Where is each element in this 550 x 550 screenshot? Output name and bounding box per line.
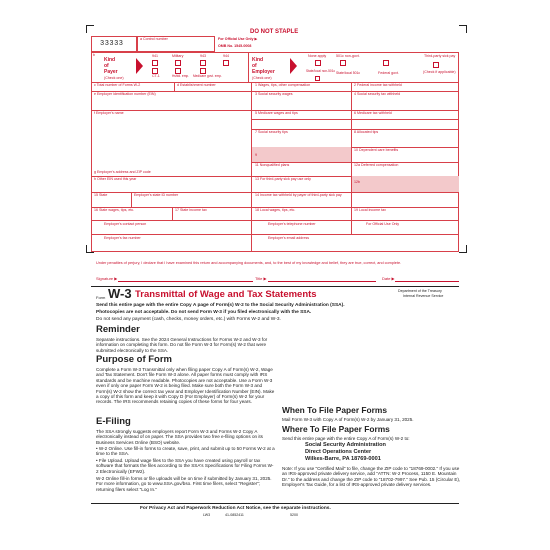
label-4: 4 Social security tax withheld (354, 92, 401, 96)
title-line[interactable] (268, 281, 376, 282)
col-line (248, 52, 249, 82)
kind-employer-arrow-icon (290, 58, 297, 74)
emp-501c-checkbox[interactable] (340, 60, 346, 66)
payer-opt-941: 941 (152, 54, 158, 58)
label-c: c Total number of Forms W-2 (94, 83, 141, 87)
label-15: 15 State (94, 193, 108, 197)
label-16: 16 State wages, tips, etc. (94, 208, 135, 212)
third-party-note: (Check if applicable) (423, 70, 456, 74)
row-line (91, 234, 459, 235)
row-line (251, 119, 459, 120)
when-text: Mail Form W-3 with Copy A of Form(s) W-2 by January 31, 2025. (282, 417, 414, 422)
do-not-staple: DO NOT STAPLE (250, 29, 299, 35)
payer-opt-ct1: CT-1 (152, 74, 160, 78)
omb-number: OMB No. 1545-0008 (218, 44, 252, 48)
divider (91, 286, 459, 287)
col-line (351, 176, 352, 192)
kind-payer-title-1: Kind (104, 57, 116, 63)
label-18: 18 Local wages, tips, etc. (255, 208, 296, 212)
label-d: d Establishment number (177, 83, 216, 87)
emp-statelocal-checkbox[interactable] (315, 76, 320, 81)
reminder-text: Separate instructions. See the 2024 General Instructions for Forms W-2 and W-3 for information on completing this form. Do not file Form W-3 for Form(s) W-2 that were submitted electronically to the SSA. (96, 337, 268, 353)
kind-employer-title-2: of (252, 63, 257, 69)
label-17: 17 State income tax (175, 208, 207, 212)
efiling-text-3: • File Upload. Upload wage files to the SSA you have created using payroll or tax software that formats the files according to the SSA's Specifications for Filing Forms W-2 Electronically (EFW2). (96, 458, 274, 474)
emp-opt-federal: Federal govt. (378, 71, 399, 75)
label-2: 2 Federal income tax withheld (354, 83, 402, 87)
label-11: 11 Nonqualified plans (255, 163, 290, 167)
crop-mark-top-right (459, 25, 467, 33)
payer-military-checkbox[interactable] (175, 60, 181, 66)
label-15b: Employer's state ID number (134, 193, 179, 197)
label-e: e Employer identification number (EIN) (94, 92, 156, 96)
col-line (251, 82, 252, 252)
kind-employer-check: (Check one) (252, 76, 272, 80)
label-3: 3 Social security wages (255, 92, 293, 96)
employer-address-field[interactable] (92, 119, 250, 169)
where-text: Send this entire page with the entire Copy A of Form(s) W-2 to: (282, 436, 410, 441)
col-line (174, 82, 175, 91)
emp-none-checkbox[interactable] (315, 60, 321, 66)
label-7: 7 Social security tips (255, 130, 288, 134)
label-8: 8 Allocated tips (354, 130, 379, 134)
emp-opt-statelocal: State/local non-501c (306, 69, 336, 73)
official-use-label: For Official Use Only ▶ (218, 37, 258, 41)
label-contact: Employer's contact person (104, 222, 147, 226)
footer-divider (91, 503, 459, 504)
kind-payer-title-2: of (104, 63, 109, 69)
title-label: Title ▶ (255, 276, 267, 281)
crop-mark-top-left (86, 25, 94, 33)
purpose-text: Complete a Form W-3 Transmittal only when filing paper Copy A of Form(s) W-2, Wage and Tax Statement. Don't file Form W-3 alone. All paper forms must comply with IRS standards and be machine readable. Photocopies are not acceptable. Use a Form W-3 even if only one paper Form W-2 is being filed. Make sure both the Form W-3 and Form(s) W-2 show the correct tax year and Employer Identification Number (EIN). Make a copy of this form and keep it with Copy D (For Employer) of Form(s) W-2 for your records. The IRS recommends retaining copies of these forms for four years. (96, 367, 275, 405)
form-word: Form (96, 295, 106, 300)
label-14: 14 Income tax withheld by payer of third-party sick pay (255, 193, 342, 197)
col-line (172, 207, 173, 220)
third-party-label: Third-party sick pay (424, 54, 456, 58)
signature-line[interactable] (118, 281, 253, 282)
reminder-heading: Reminder (96, 324, 140, 335)
efiling-text-4: W-2 Online fill-in forms or file uploads will be on time if submitted by January 31, 2025. For more information, go to www.SSA.gov/bso. First time filers, select "Register"; returning filers select "Log In." (96, 476, 272, 492)
label-f: f Employer's name (94, 111, 124, 115)
kind-payer-check: (Check one) (104, 76, 124, 80)
label-1: 1 Wages, tips, other compensation (255, 83, 311, 87)
date-label: Date ▶ (382, 276, 395, 281)
payer-944-checkbox[interactable] (223, 60, 229, 66)
col-line (351, 82, 352, 234)
date-line[interactable] (395, 281, 459, 282)
intro-line-2: Photocopies are not acceptable. Do not send Form W-3 if you filed electronically with the SSA. (96, 310, 312, 315)
where-addr-3: Wilkes-Barre, PA 18769-0001 (305, 456, 381, 462)
control-number-label: a Control number (140, 37, 168, 41)
emp-federal-checkbox[interactable] (383, 60, 389, 66)
emp-opt-statelocal-501c: State/local 501c (336, 71, 361, 75)
where-addr-1: Social Security Administration (305, 442, 386, 448)
label-9: 9 (255, 153, 257, 157)
efiling-heading: E-Filing (96, 416, 131, 427)
label-12b: 12b (354, 180, 360, 184)
row-line (91, 220, 459, 221)
kind-employer-title-1: Kind (252, 57, 264, 63)
label-10: 10 Dependent care benefits (354, 148, 399, 152)
dept-line-2: Internal Revenue Service (403, 294, 444, 298)
box-9-shaded (252, 147, 351, 162)
payer-941-checkbox[interactable] (152, 60, 158, 66)
efiling-text-1: The SSA strongly suggests employers report Form W-3 and Forms W-2 Copy A electronically instead of on paper. The SSA provides two free e-filing options on its Business Services Online (BSO) website. (96, 429, 263, 445)
label-phone: Employer's telephone number (268, 222, 316, 226)
col-line (131, 192, 132, 207)
where-addr-2: Direct Operations Center (305, 449, 372, 455)
efiling-text-2: • W-2 Online. Use fill-in forms to create, save, print, and submit up to 50 Forms W-2 at a time to the SSA. (96, 446, 275, 457)
control-code: 33333 (100, 40, 124, 48)
intro-line-1: Send this entire page with the entire Copy A page of Form(s) W-2 to the Social Security Administration (SSA). (96, 303, 345, 308)
footer-cat: LW3 (203, 513, 211, 517)
payer-opt-943: 943 (200, 54, 206, 58)
label-g: g Employer's address and ZIP code (94, 170, 151, 174)
payer-opt-medicare: Medicare govt. emp. (193, 74, 222, 78)
label-13: 13 For third-party sick pay use only (255, 177, 311, 181)
where-note: Note: If you use "Certified Mail" to file, change the ZIP code to "18769-0002." If you use an IRS-approved private delivery service, add "ATTN: W-2 Process, 1150 E. Mountain Dr." to the address and change the ZIP code to "18702-7997." See Pub. 15 (Circular E), Employer's Tax Guide, for a list of IRS-approved private delivery services. (282, 466, 461, 488)
emp-opt-501c: 501c non-govt. (336, 54, 360, 58)
label-19: 19 Local income tax (354, 208, 386, 212)
label-fax: Employer's fax number (104, 236, 141, 240)
label-6: 6 Medicare tax withheld (354, 111, 392, 115)
payer-opt-hshld: Hshld. emp. (172, 74, 190, 78)
kind-employer-title-3: Employer (252, 69, 275, 75)
perjury-statement: Under penalties of perjury, I declare that I have examined this return and accompanying documents, and, to the best of my knowledge and belief, they are true, correct, and complete. (96, 261, 402, 265)
form-title: Transmittal of Wage and Tax Statements (135, 289, 317, 300)
kind-payer-title-3: Payer (104, 69, 118, 75)
form-name: W-3 (108, 286, 132, 301)
payer-opt-944: 944 (223, 54, 229, 58)
label-email: Employer's email address (268, 236, 310, 240)
footer-code: 41-0852411 (225, 513, 244, 517)
dept-line-1: Department of the Treasury (398, 289, 442, 293)
purpose-heading: Purpose of Form (96, 354, 173, 365)
kind-payer-arrow-icon (136, 58, 143, 74)
label-12a: 12a Deferred compensation (354, 163, 399, 167)
privacy-notice: For Privacy Act and Paperwork Reduction Act Notice, see the separate instructions. (140, 506, 331, 511)
intro-line-3: Do not send any payment (cash, checks, money orders, etc.) with Forms W-2 and W-3. (96, 317, 281, 322)
label-5: 5 Medicare wages and tips (255, 111, 298, 115)
label-h: h Other EIN used this year (94, 177, 137, 181)
kind-payer-letter: b (93, 53, 95, 57)
when-heading: When To File Paper Forms (282, 405, 388, 415)
where-heading: Where To File Paper Forms (282, 424, 390, 434)
third-party-checkbox[interactable] (433, 62, 439, 68)
payer-943-checkbox[interactable] (200, 60, 206, 66)
payer-opt-military: Military (172, 54, 184, 58)
label-official: For Official Use Only (366, 222, 400, 226)
footer-num: 5200 (290, 513, 298, 517)
emp-opt-none: None apply (308, 54, 327, 58)
crop-mark-bottom-right (459, 245, 467, 253)
signature-label: Signature ▶ (96, 276, 118, 281)
box-12b-shaded (352, 176, 459, 192)
